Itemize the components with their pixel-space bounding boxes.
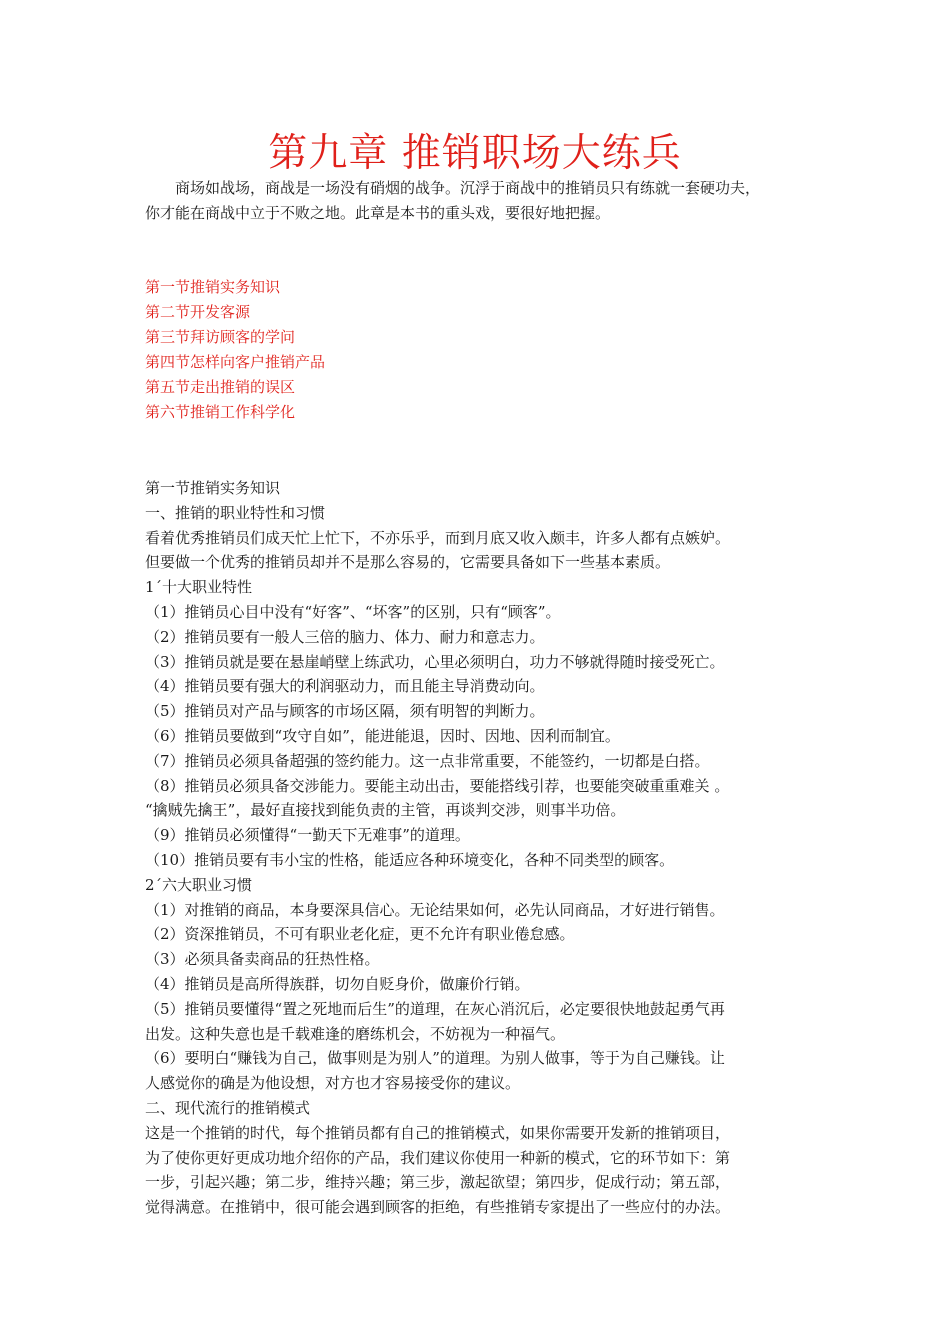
list-item: （10）推销员要有韦小宝的性格，能适应各种环境变化，各种不同类型的顾客。: [145, 850, 675, 869]
list-item: （6）要明白“赚钱为自己，做事则是为别人”的道理。为别人做事，等于为自己赚钱。让: [145, 1049, 725, 1068]
list-item: （4）推销员要有强大的利润驱动力，而且能主导消费动向。: [145, 677, 545, 696]
body-line: 为了使你更好更成功地介绍你的产品，我们建议你使用一种新的模式，它的环节如下：第: [145, 1148, 731, 1167]
list-item: （1）推销员心目中没有“好客”、“坏客”的区别，只有“顾客”。: [145, 602, 561, 621]
list-item: （3）必须具备卖商品的狂热性格。: [145, 950, 380, 969]
toc-item[interactable]: 第三节拜访顾客的学问: [145, 328, 296, 346]
toc-item[interactable]: 第六节推销工作科学化: [145, 403, 296, 421]
toc-item[interactable]: 第二节开发客源: [145, 303, 251, 321]
list-item: （8）推销员必须具备交涉能力。要能主动出击，要能搭线引荐，也要能突破重重难关 。: [145, 776, 730, 795]
list-item: （6）推销员要做到“攻守自如”，能进能退，因时、因地、因利而制宜。: [145, 726, 620, 745]
list-item: （1）对推销的商品，本身要深具信心。无论结果如何，必先认同商品，才好进行销售。: [145, 900, 725, 919]
toc-item[interactable]: 第四节怎样向客户推销产品: [145, 353, 326, 371]
list-heading: 1ˊ十大职业特性: [145, 578, 253, 597]
intro-line: 你才能在商战中立于不败之地。此章是本书的重头戏，要很好地把握。: [145, 203, 611, 222]
chapter-title: 第九章 推销职场大练兵: [268, 131, 682, 176]
section-heading: 第一节推销实务知识: [145, 479, 281, 497]
list-item: （2）资深推销员，不可有职业老化症，更不允许有职业倦怠感。: [145, 925, 575, 944]
intro-line: 商场如战场，商战是一场没有硝烟的战争。沉浮于商战中的推销员只有练就一套硬功夫，: [175, 179, 761, 197]
list-item: （7）推销员必须具备超强的签约能力。这一点非常重要，不能签约，一切都是白搭。: [145, 751, 710, 770]
section-body: [145, 476, 815, 1220]
list-item: （3）推销员就是要在悬崖峭壁上练武功，心里必须明白，功力不够就得随时接受死亡。: [145, 652, 725, 671]
subsection-heading: 二、现代流行的推销模式: [145, 1098, 311, 1117]
body-line: 看着优秀推销员们成天忙上忙下，不亦乐乎，而到月底又收入颇丰，许多人都有点嫉妒。: [145, 528, 731, 547]
toc-item[interactable]: 第一节推销实务知识: [145, 278, 281, 296]
intro-paragraph: [145, 176, 815, 225]
list-item-continuation: 出发。这种失意也是千载难逢的磨练机会，不妨视为一种福气。: [145, 1024, 566, 1043]
list-item: （5）推销员要懂得“置之死地而后生”的道理，在灰心消沉后，必定要很快地鼓起勇气再: [145, 999, 725, 1018]
body-line: 觉得满意。在推销中，很可能会遇到顾客的拒绝，有些推销专家提出了一些应付的办法。: [145, 1198, 731, 1217]
list-item-continuation: “擒贼先擒王”，最好直接找到能负责的主管，再谈判交涉，则事半功倍。: [145, 801, 626, 820]
list-item-continuation: 人感觉你的确是为他设想，对方也才容易接受你的建议。: [145, 1074, 521, 1093]
list-item: （5）推销员对产品与顾客的市场区隔，须有明智的判断力。: [145, 702, 545, 721]
list-item: （4）推销员是高所得族群，切勿自贬身价，做廉价行销。: [145, 974, 530, 993]
subsection-heading: 一、推销的职业特性和习惯: [145, 503, 326, 522]
list-heading: 2ˊ六大职业习惯: [145, 875, 253, 894]
body-line: 这是一个推销的时代，每个推销员都有自己的推销模式，如果你需要开发新的推销项目，: [145, 1123, 731, 1142]
body-line: 但要做一个优秀的推销员却并不是那么容易的，它需要具备如下一些基本素质。: [145, 553, 671, 572]
table-of-contents: [145, 275, 805, 425]
body-line: 一步，引起兴趣；第二步，维持兴趣；第三步，激起欲望；第四步，促成行动；第五部，: [145, 1173, 731, 1192]
toc-item[interactable]: 第五节走出推销的误区: [145, 378, 296, 396]
list-item: （9）推销员必须懂得“一勤天下无难事”的道理。: [145, 826, 470, 845]
list-item: （2）推销员要有一般人三倍的脑力、体力、耐力和意志力。: [145, 627, 545, 646]
